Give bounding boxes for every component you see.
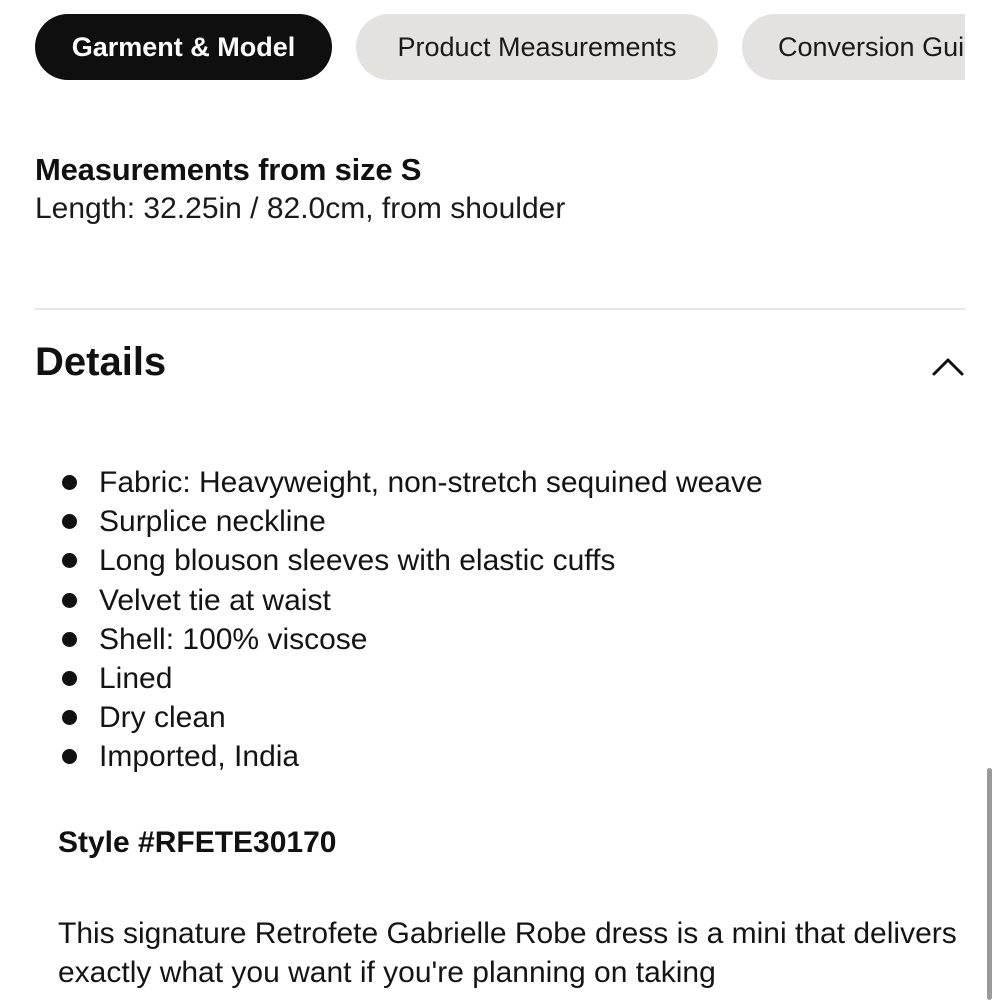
list-item	[58, 463, 763, 502]
bullet-icon	[62, 553, 77, 568]
bullet-icon	[62, 710, 77, 725]
list-item	[58, 737, 763, 776]
details-list	[58, 463, 763, 777]
list-item-text: Surplice neckline	[99, 505, 326, 539]
tab-garment-model[interactable]: Garment & Model	[35, 14, 332, 80]
details-accordion-header[interactable]	[35, 340, 965, 396]
bullet-icon	[62, 671, 77, 686]
chevron-up-icon[interactable]	[931, 350, 965, 384]
section-divider	[35, 308, 965, 310]
list-item-text: Velvet tie at waist	[99, 583, 331, 617]
list-item-text: Imported, India	[99, 740, 300, 774]
list-item-text: Lined	[99, 661, 173, 695]
bullet-icon	[62, 749, 77, 764]
measurements-length: Length: 32.25in / 82.0cm, from shoulder	[35, 192, 566, 225]
tab-bar	[35, 14, 965, 82]
style-number: Style #RFETE30170	[58, 826, 337, 859]
list-item-text: Long blouson sleeves with elastic cuffs	[99, 544, 616, 578]
list-item	[58, 698, 763, 737]
scrollbar[interactable]	[987, 768, 992, 1000]
list-item-text: Dry clean	[99, 701, 226, 735]
list-item-text: Shell: 100% viscose	[99, 622, 368, 656]
list-item	[58, 502, 763, 541]
bullet-icon	[62, 593, 77, 608]
list-item	[58, 620, 763, 659]
product-description: This signature Retrofete Gabrielle Robe dress is a mini that delivers exactly what you want if you're planning on taking	[58, 917, 957, 989]
tab-conversion-guide[interactable]: Conversion Gui	[742, 14, 965, 80]
list-item	[58, 541, 763, 580]
bullet-icon	[62, 475, 77, 490]
bullet-icon	[62, 514, 77, 529]
details-title: Details	[35, 340, 167, 384]
bullet-icon	[62, 632, 77, 647]
list-item-text: Fabric: Heavyweight, non-stretch sequined weave	[99, 466, 763, 499]
list-item	[58, 581, 763, 620]
list-item	[58, 659, 763, 698]
measurements-title: Measurements from size S	[35, 152, 422, 187]
tab-product-measurements[interactable]: Product Measurements	[356, 14, 718, 80]
